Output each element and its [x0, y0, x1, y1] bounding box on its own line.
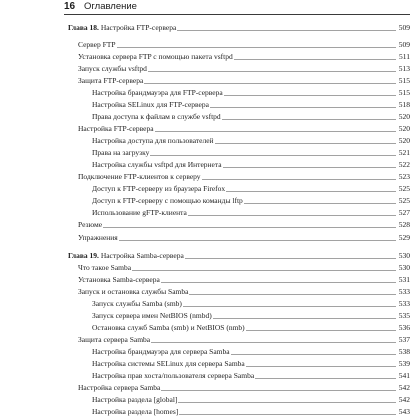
toc-entry-title: [78, 287, 189, 297]
toc-entry: [78, 40, 410, 50]
toc-page-number: 515: [398, 76, 410, 85]
toc-entry-title: [92, 323, 246, 333]
toc-entry-title: [92, 347, 231, 357]
toc-entry-label: Настройка прав хоста/пользователя сервера Samba: [92, 371, 255, 380]
dot-leader: [119, 240, 396, 241]
toc-entry-title: [92, 100, 210, 110]
dot-leader: [151, 342, 396, 343]
toc-page-number: 530: [398, 263, 410, 272]
toc-entry: [92, 359, 410, 369]
toc-entry-title: [78, 52, 234, 62]
toc-page-number: 542: [398, 383, 410, 392]
toc-entry-label: Права доступа к файлам в службе vsftpd: [92, 112, 221, 121]
toc-entry-title: [92, 359, 246, 369]
toc-entry-title: [78, 383, 161, 393]
toc-entry-label: Настройка FTP-сервера: [100, 23, 177, 32]
toc-page-number: 522: [398, 160, 410, 169]
toc-entry-label: Доступ к FTP-серверу из браузера Firefox: [92, 184, 226, 193]
toc-page-number: 541: [398, 371, 410, 380]
dot-leader: [185, 258, 396, 259]
toc-page-number: 520: [398, 124, 410, 133]
toc-chapter-entry: [68, 23, 410, 33]
toc-entry-label: Защита сервера Samba: [78, 335, 151, 344]
toc-page-number: 531: [398, 275, 410, 284]
page-number: 16: [64, 1, 76, 12]
dot-leader: [231, 354, 396, 355]
toc-entry-label: Настройка SELinux для FTP-сервера: [92, 100, 209, 109]
chapter-number: Глава 19.: [68, 251, 99, 260]
toc-entry-title: [78, 40, 117, 50]
toc-entry-label: Защита FTP-сервера: [78, 76, 144, 85]
toc-entry: [78, 263, 410, 273]
dot-leader: [117, 47, 396, 48]
dot-leader: [177, 30, 396, 31]
toc-entry: [92, 136, 410, 146]
toc-entry-label: Запуск службы vsftpd: [78, 64, 147, 73]
toc-entry: [92, 88, 410, 98]
toc-entry: [78, 335, 410, 345]
toc-page-number: 537: [398, 335, 410, 344]
toc-entry-label: Запуск службы Samba (smb): [92, 299, 182, 308]
dot-leader: [150, 155, 396, 156]
toc-entry: [92, 196, 410, 206]
toc-entry-title: [78, 233, 119, 243]
toc-page-number: 535: [398, 311, 410, 320]
toc-page-number: 538: [398, 347, 410, 356]
toc-entry-label: Настройка сервера Samba: [78, 383, 161, 392]
running-title: Оглавление: [84, 1, 137, 12]
toc-entry: [92, 148, 410, 158]
dot-leader: [226, 191, 396, 192]
toc-entry-title: [92, 299, 183, 309]
toc-page-number: 518: [398, 100, 410, 109]
toc-entry-label: Доступ к FTP-серверу с помощью команды lftp: [92, 196, 243, 205]
dot-leader: [244, 203, 396, 204]
dot-leader: [246, 330, 396, 331]
dot-leader: [202, 179, 396, 180]
toc-entry: [92, 407, 410, 417]
toc-entry-label: Сервер FTP: [78, 40, 116, 49]
toc-entry-title: [92, 407, 179, 417]
dot-leader: [234, 59, 396, 60]
dot-leader: [188, 215, 396, 216]
toc-chapter-entry: [68, 251, 410, 261]
chapter-number: Глава 18.: [68, 23, 99, 32]
toc-entry-title: [92, 112, 222, 122]
toc-entry: [78, 172, 410, 182]
dot-leader: [103, 227, 396, 228]
dot-leader: [224, 95, 396, 96]
dot-leader: [161, 390, 396, 391]
toc-entry-title: [92, 184, 226, 194]
dot-leader: [132, 270, 396, 271]
toc-page-number: 523: [398, 172, 410, 181]
toc-entry-title: [92, 208, 188, 218]
dot-leader: [222, 119, 396, 120]
dot-leader: [148, 71, 396, 72]
toc-entry-title: [78, 275, 161, 285]
toc-entry: [78, 52, 410, 62]
toc-entry-title: [92, 136, 215, 146]
toc-page-number: 525: [398, 184, 410, 193]
toc-page-number: 536: [398, 323, 410, 332]
toc-entry: [78, 287, 410, 297]
toc-entry-label: Установка сервера FTP с помощью пакета vsftpd: [78, 52, 233, 61]
toc-page-number: 511: [399, 52, 410, 61]
toc-page-number: 527: [398, 208, 410, 217]
toc-entry: [92, 371, 410, 381]
toc-page-number: 509: [398, 23, 410, 32]
toc-page-number: 533: [398, 287, 410, 296]
toc-entry: [92, 184, 410, 194]
toc-page-number: 528: [398, 220, 410, 229]
toc-page-number: 520: [398, 136, 410, 145]
dot-leader: [179, 414, 396, 415]
toc-entry-label: Права на загрузку: [92, 148, 150, 157]
toc-page-number: 530: [398, 251, 410, 260]
toc-entry-label: Запуск и остановка службы Samba: [78, 287, 189, 296]
toc-entry: [92, 299, 410, 309]
toc-entry-label: Остановка служб Samba (smb) и NetBIOS (nmb): [92, 323, 245, 332]
toc-entry-label: Настройка Samba-сервера: [100, 251, 184, 260]
toc-entry-title: [92, 371, 255, 381]
toc-entry: [78, 233, 410, 243]
toc-page-number: 529: [398, 233, 410, 242]
toc-entry: [78, 220, 410, 230]
dot-leader: [189, 294, 396, 295]
toc-page-number: 515: [398, 88, 410, 97]
toc-page-number: 520: [398, 112, 410, 121]
toc-entry-title: [78, 124, 155, 134]
toc-entry-label: Что такое Samba: [78, 263, 132, 272]
toc-page-number: 513: [398, 64, 410, 73]
toc-entry-title: [78, 263, 132, 273]
dot-leader: [210, 107, 396, 108]
toc-page-number: 521: [398, 148, 410, 157]
toc-entry-title: [68, 23, 177, 33]
dot-leader: [155, 131, 396, 132]
toc-page-number: 539: [398, 359, 410, 368]
toc-entry-title: [92, 160, 223, 170]
toc-entry-title: [92, 395, 178, 405]
toc-entry: [78, 64, 410, 74]
dot-leader: [213, 318, 396, 319]
toc-entry: [92, 395, 410, 405]
toc-entry-label: Упражнения: [78, 233, 118, 242]
toc-page-number: 533: [398, 299, 410, 308]
toc-entry: [78, 76, 410, 86]
toc-entry: [78, 275, 410, 285]
toc-entry-label: Установка Samba-сервера: [78, 275, 160, 284]
toc-entry: [92, 160, 410, 170]
toc-entry: [78, 383, 410, 393]
toc-entry-title: [92, 148, 150, 158]
toc-entry-label: Настройка раздела [global]: [92, 395, 178, 404]
toc-entry-label: Настройка брандмауэра для FTP-сервера: [92, 88, 223, 97]
dot-leader: [183, 306, 396, 307]
toc-entry-title: [78, 335, 151, 345]
toc-entry: [92, 311, 410, 321]
dot-leader: [223, 167, 396, 168]
toc-entry: [92, 100, 410, 110]
toc-entry-label: Настройка службы vsftpd для Интернета: [92, 160, 222, 169]
toc-entry-title: [78, 64, 148, 74]
toc-entry-title: [92, 88, 224, 98]
toc-entry-title: [68, 251, 185, 261]
toc-entry-label: Настройка системы SELinux для сервера Samba: [92, 359, 245, 368]
toc-entry-label: Резюме: [78, 220, 103, 229]
dot-leader: [215, 143, 396, 144]
toc-entry-title: [78, 220, 103, 230]
toc-page-number: 542: [398, 395, 410, 404]
toc-page-number: 525: [398, 196, 410, 205]
toc-entry-label: Настройка доступа для пользователей: [92, 136, 214, 145]
toc-entry-label: Запуск сервера имен NetBIOS (nmbd): [92, 311, 212, 320]
toc-entry-title: [78, 76, 144, 86]
toc-page-number: 543: [398, 407, 410, 416]
toc-entry: [92, 347, 410, 357]
dot-leader: [178, 402, 396, 403]
dot-leader: [255, 378, 396, 379]
toc-entry-label: Использование gFTP-клиента: [92, 208, 187, 217]
toc-page-number: 509: [398, 40, 410, 49]
dot-leader: [246, 366, 396, 367]
toc-entry-title: [78, 172, 202, 182]
toc-entry-label: Подключение FTP-клиентов к серверу: [78, 172, 201, 181]
toc-entry: [92, 323, 410, 333]
dot-leader: [161, 282, 396, 283]
toc-entry: [78, 124, 410, 134]
toc-entry: [92, 112, 410, 122]
toc-entry-label: Настройка FTP-сервера: [78, 124, 154, 133]
dot-leader: [144, 83, 396, 84]
toc-entry-label: Настройка раздела [homes]: [92, 407, 179, 416]
toc-entry-title: [92, 311, 213, 321]
toc-entry-label: Настройка брандмауэра для сервера Samba: [92, 347, 230, 356]
toc-entry-title: [92, 196, 244, 206]
toc-entry: [92, 208, 410, 218]
